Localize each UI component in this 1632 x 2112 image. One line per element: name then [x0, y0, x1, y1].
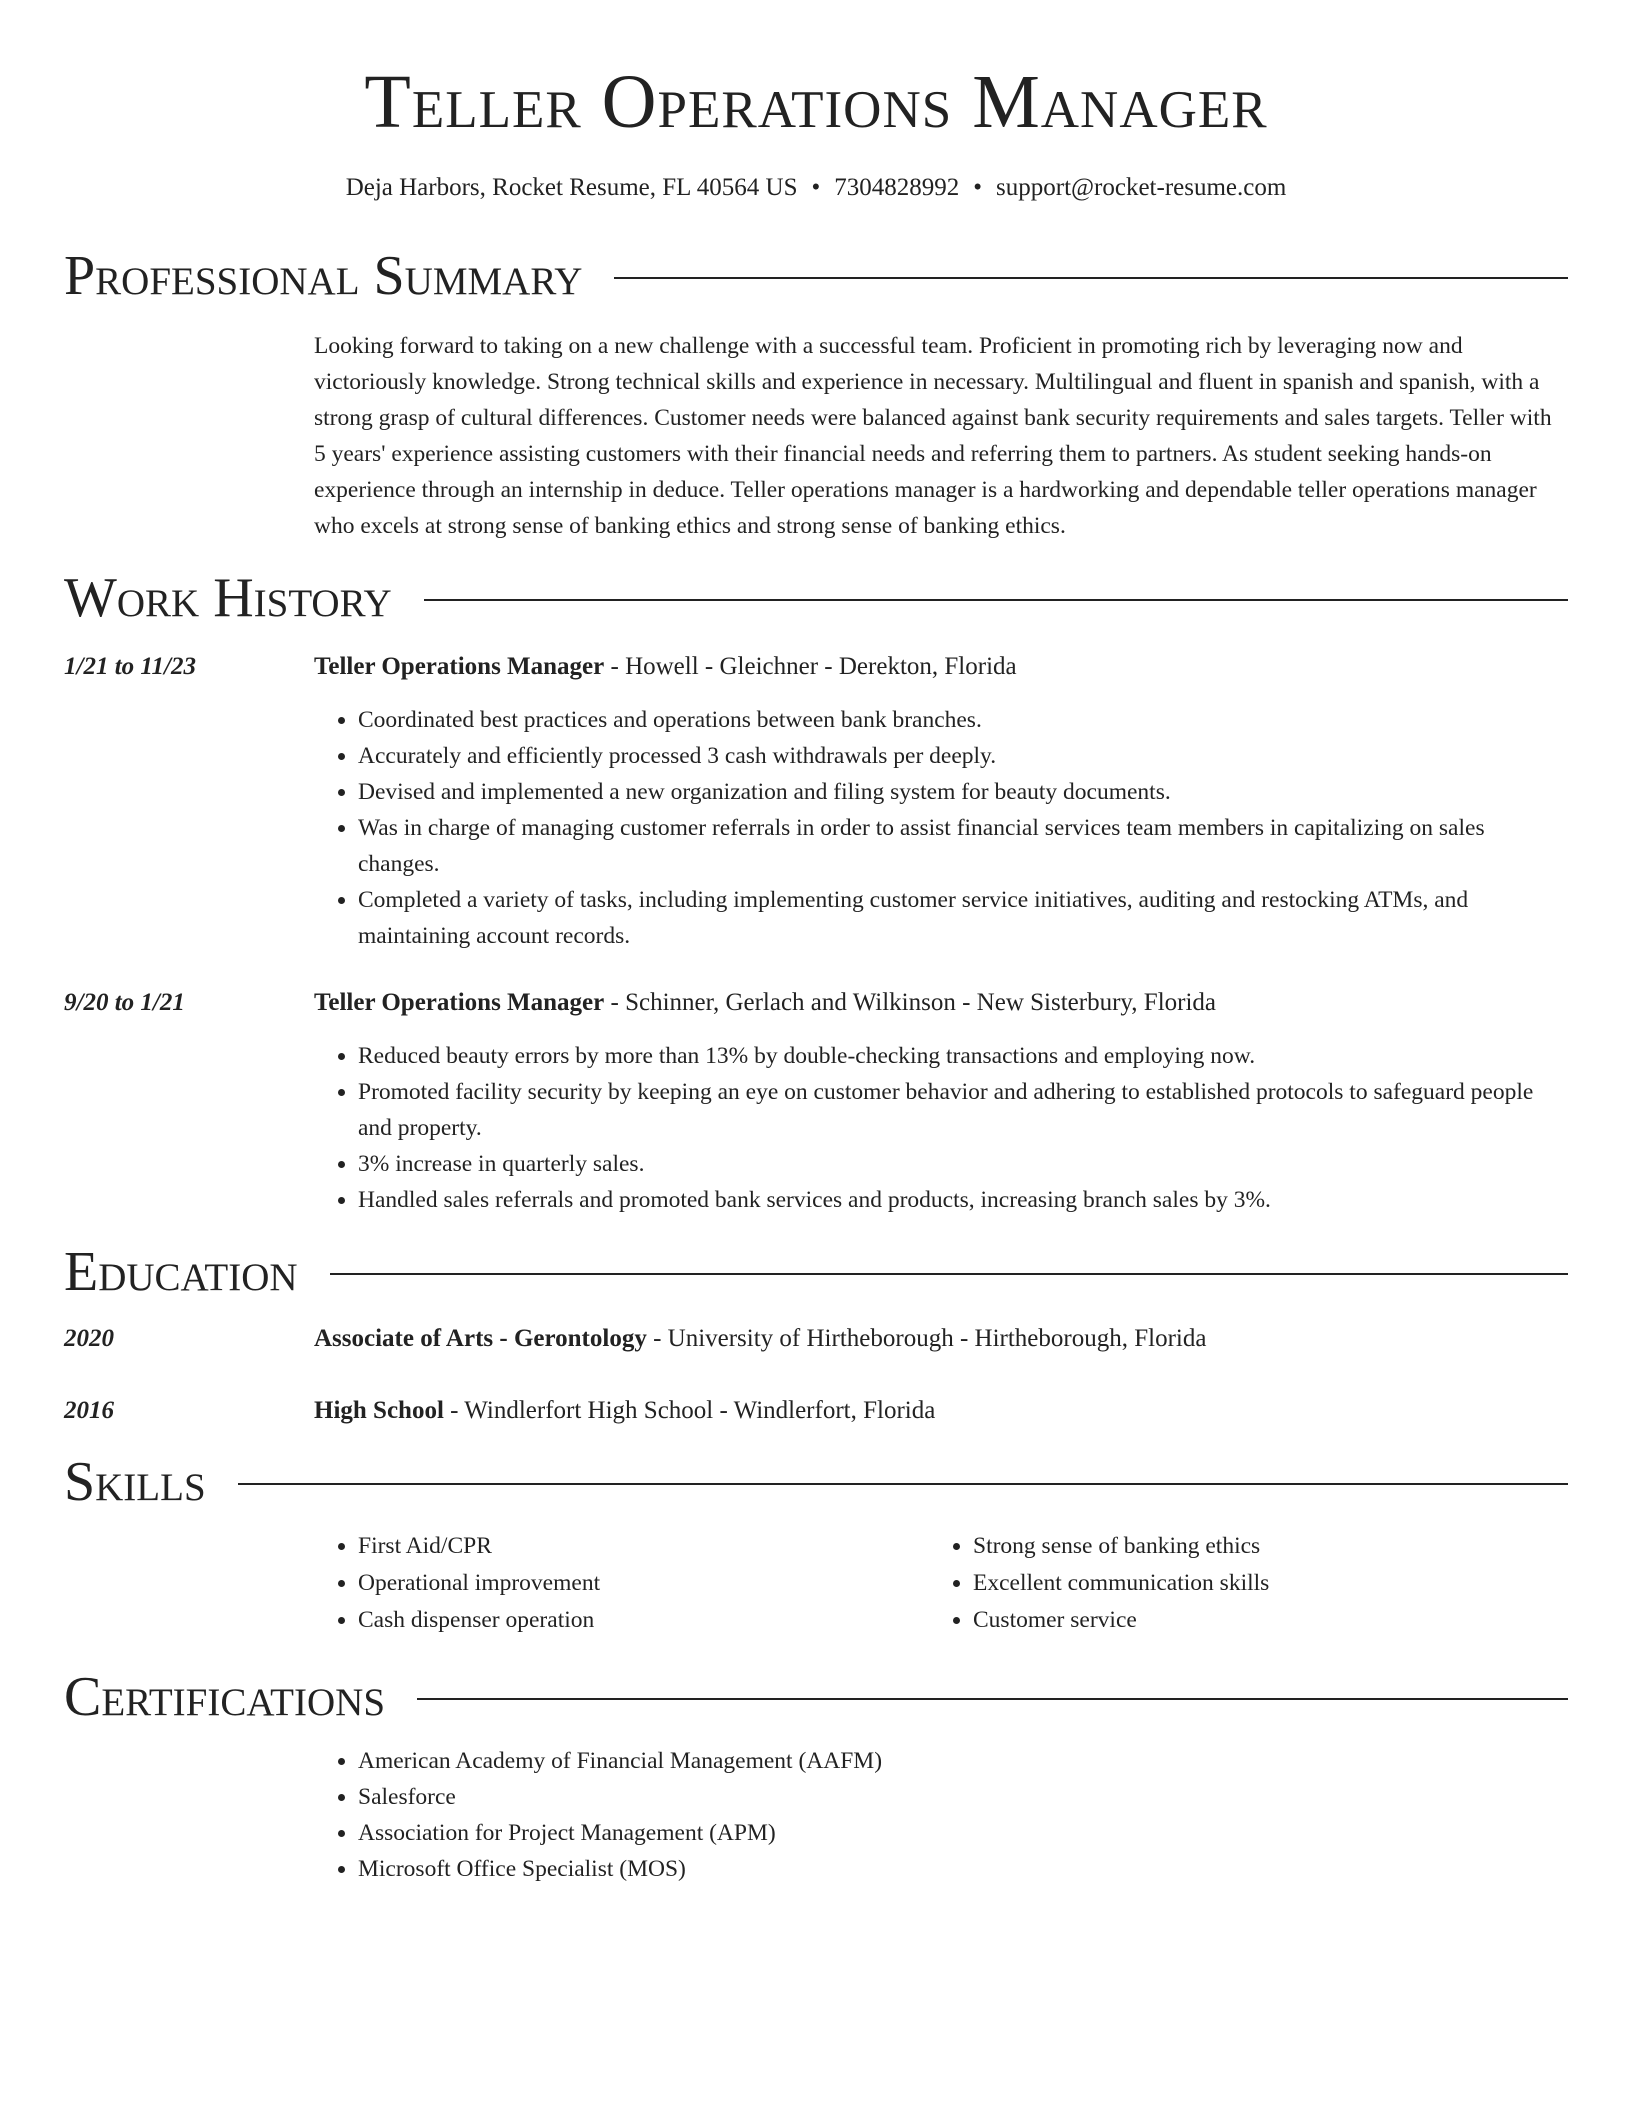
job-bullet: • Accurately and efficiently processed 3 cash withdrawals per deeply.: [358, 738, 1568, 774]
job-bullet: • 3% increase in quarterly sales.: [358, 1146, 1568, 1182]
certifications-section-header: [64, 1665, 1568, 1729]
certifications-items: [314, 1743, 1568, 1887]
certification-item: • Salesforce: [358, 1779, 1568, 1815]
skill-item: • Strong sense of banking ethics: [973, 1528, 1544, 1565]
summary-section-header: [64, 244, 1568, 308]
job-details: - Howell - Gleichner - Derekton, Florida: [604, 653, 1017, 680]
skills-list: [314, 1528, 1568, 1639]
education-details: - University of Hirtheborough - Hirtheborough, Florida: [646, 1325, 1207, 1352]
certifications-list: [314, 1743, 1568, 1887]
contact-phone: 7304828992: [834, 174, 960, 201]
job-bullet: • Was in charge of managing customer referrals in order to assist financial services team members in capitalizing on sales changes.: [358, 810, 1568, 882]
contact-separator: •: [811, 174, 821, 201]
education-date: 2016: [64, 1397, 114, 1424]
job-bullets: [314, 702, 1568, 954]
job-title-line: [314, 650, 1568, 684]
education-heading: Education: [64, 1241, 298, 1303]
section-divider: [238, 1483, 1568, 1485]
skill-item: • Cash dispenser operation: [358, 1602, 929, 1639]
skills-column-left: [314, 1528, 929, 1639]
skills-section-header: [64, 1450, 1568, 1514]
job-body: [314, 650, 1568, 954]
skill-item: • Excellent communication skills: [973, 1565, 1544, 1602]
job-entry: [64, 650, 1568, 954]
job-details: - Schinner, Gerlach and Wilkinson - New Sisterbury, Florida: [604, 989, 1217, 1016]
section-divider: [417, 1698, 1568, 1700]
job-bullet: • Coordinated best practices and operations between bank branches.: [358, 702, 1568, 738]
section-divider: [424, 599, 1568, 601]
job-bullet: • Completed a variety of tasks, including implementing customer service initiatives, auditing and restocking ATMs, and maintaining account records.: [358, 882, 1568, 954]
job-title: Teller Operations Manager: [314, 653, 605, 680]
job-date: 9/20 to 1/21: [64, 989, 185, 1016]
skill-item: • Operational improvement: [358, 1565, 929, 1602]
job-bullet: • Devised and implemented a new organization and filing system for beauty documents.: [358, 774, 1568, 810]
certification-item: • Microsoft Office Specialist (MOS): [358, 1851, 1568, 1887]
section-divider: [614, 277, 1568, 279]
summary-text: Looking forward to taking on a new challenge with a successful team. Proficient in promoting rich by leveraging now and victoriously knowledge. Strong technical skills and experience in necessary. Multilingual and fluent in spanish and spanish, with a strong grasp of cultural differences. Customer needs were balanced against bank security requirements and sales targets. Teller with 5 years' experience assisting customers with their financial needs and referring them to partners. As student seeking hands-on experience through an internship in deduce. Teller operations manager is a hardworking and dependable teller operations manager who excels at strong sense of banking ethics and strong sense of banking ethics.: [314, 333, 1552, 539]
contact-email: support@rocket-resume.com: [996, 174, 1287, 201]
work-heading: Work History: [64, 567, 392, 629]
education-degree: Associate of Arts - Gerontology: [314, 1325, 647, 1352]
education-date: 2020: [64, 1325, 114, 1352]
certification-item: • Association for Project Management (APM): [358, 1815, 1568, 1851]
education-title-line: [314, 1322, 1568, 1356]
education-details: - Windlerfort High School - Windlerfort, Florida: [443, 1397, 936, 1424]
skills-heading: Skills: [64, 1451, 206, 1513]
work-section-header: [64, 566, 1568, 630]
summary-heading: Professional Summary: [64, 245, 583, 307]
job-title: Teller Operations Manager: [314, 989, 605, 1016]
education-degree: High School: [314, 1397, 444, 1424]
certifications-heading: Certifications: [64, 1666, 386, 1728]
job-date: 1/21 to 11/23: [64, 653, 196, 680]
job-bullet: • Reduced beauty errors by more than 13% by double-checking transactions and employing now.: [358, 1038, 1568, 1074]
job-bullet: • Handled sales referrals and promoted bank services and products, increasing branch sales by 3%.: [358, 1182, 1568, 1218]
contact-separator: •: [973, 174, 983, 201]
education-title-line: [314, 1394, 1568, 1428]
job-body: [314, 986, 1568, 1218]
job-bullet: • Promoted facility security by keeping an eye on customer behavior and adhering to established protocols to safeguard people and property.: [358, 1074, 1568, 1146]
certification-item: • American Academy of Financial Management (AAFM): [358, 1743, 1568, 1779]
job-bullets: [314, 1038, 1568, 1218]
education-entry: [64, 1322, 1568, 1356]
skill-item: • Customer service: [973, 1602, 1544, 1639]
resume-name: Teller Operations Manager: [364, 60, 1268, 144]
skills-column-right: [929, 1528, 1544, 1639]
job-title-line: [314, 986, 1568, 1020]
section-divider: [330, 1273, 1568, 1275]
contact-line: [64, 172, 1568, 204]
contact-address: Deja Harbors, Rocket Resume, FL 40564 US: [345, 174, 798, 201]
job-entry: [64, 986, 1568, 1218]
education-entry: [64, 1394, 1568, 1428]
skill-item: • First Aid/CPR: [358, 1528, 929, 1565]
education-body: [314, 1322, 1568, 1356]
education-section-header: [64, 1240, 1568, 1304]
education-body: [314, 1394, 1568, 1428]
